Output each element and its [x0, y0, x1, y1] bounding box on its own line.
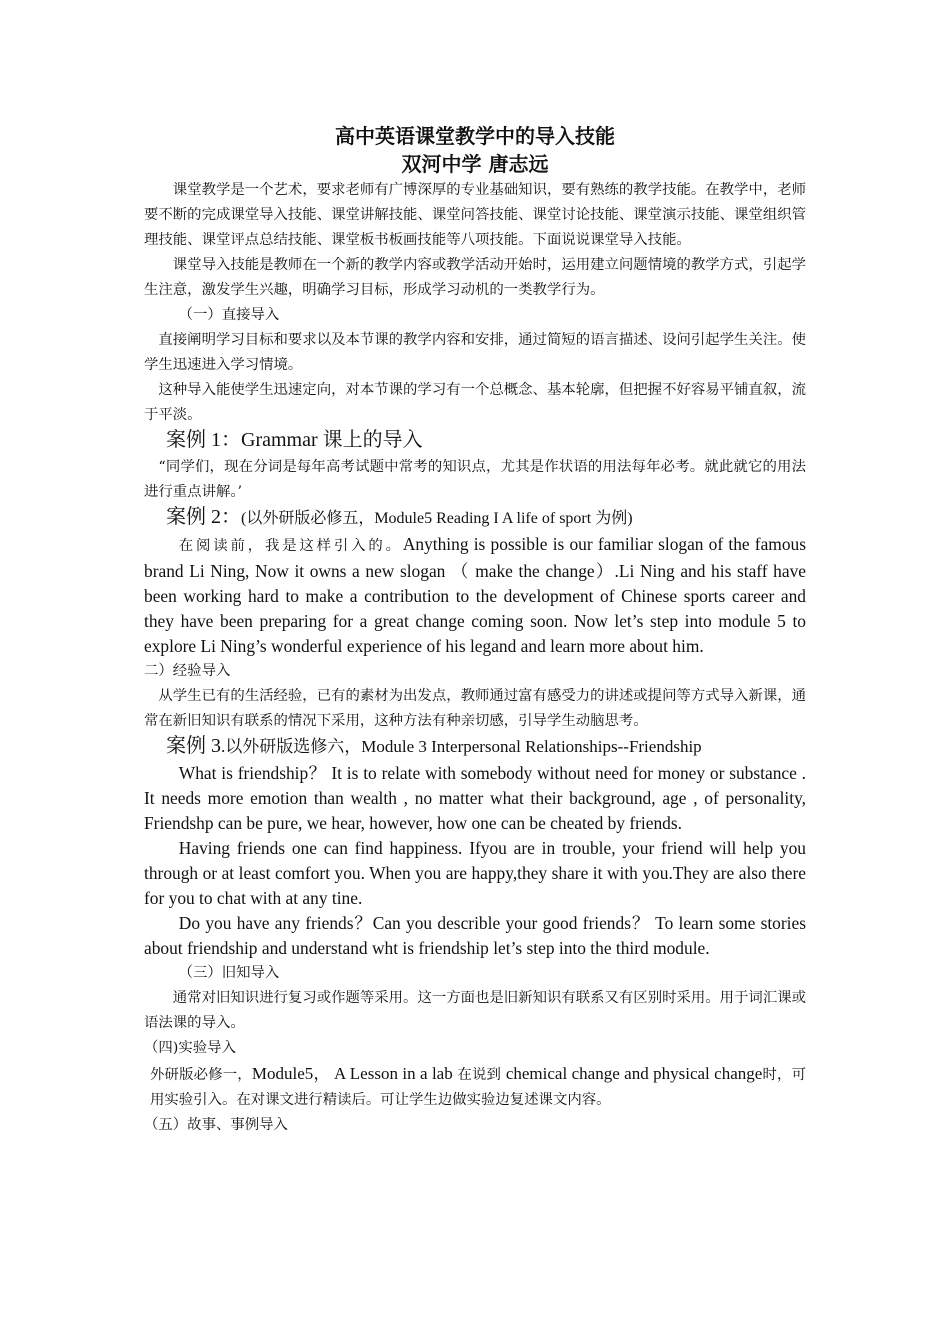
intro-paragraph-2: 课堂导入技能是教师在一个新的教学内容或教学活动开始时，运用建立问题情境的教学方式，引起学生注意，激发学生兴趣，明确学习目标，形成学习动机的一类教学行为。 [144, 257, 806, 298]
section-heading-old-knowledge: （三）旧知导入 [178, 965, 280, 981]
section4-text-c: 在说到 [457, 1067, 502, 1083]
section2-paragraph-1: 从学生已有的生活经验，已有的素材为出发点，教师通过富有感受力的讲述或提问等方式导入新课，通常在新旧知识有联系的情况下采用，这种方法有种亲切感，引导学生动脑思考。 [144, 688, 806, 729]
document-author: 双河中学 唐志远 [401, 152, 549, 176]
case3-paragraph-2: Having friends one can find happiness. Ifyou are in trouble, your friend will help you through or at least comfort you. When you are happy,they share it with you.They are also there for you to chat with at any tine. [144, 838, 806, 908]
case1-label: 案例 1： [166, 429, 241, 451]
case2-lead: 在阅读前，我是这样引入的。 [178, 538, 403, 554]
section3-paragraph-1: 通常对旧知识进行复习或作题等采用。这一方面也是旧新知识有联系又有区别时采用。用于词汇课或语法课的导入。 [144, 990, 806, 1031]
case3-paragraph-3: Do you have any friends？Can you describle your good friends？ To learn some stories about friendship and understand wht is friendship let’s step into the third module. [144, 913, 806, 958]
case3-paragraph-1: What is friendship？ It is to relate with somebody without need for money or substance . It needs more emotion than wealth , no matter what their background, age , of personality, Friendshp can be pure, we hear, however, how one can be cheated by friends. [144, 763, 806, 833]
intro-paragraph-1: 课堂教学是一个艺术，要求老师有广博深厚的专业基础知识，要有熟练的教学技能。在教学中，老师要不断的完成课堂导入技能、课堂讲解技能、课堂问答技能、课堂讨论技能、课堂演示技能、课堂组织管理技能、课堂评点总结技能、课堂板书板画技能等八项技能。下面说说课堂导入技能。 [144, 182, 806, 248]
section4-module: Module5， A Lesson in a lab [251, 1064, 453, 1083]
case2-title: (以外研版必修五，Module5 Reading I A life of sport 为例) [241, 510, 633, 527]
case2-heading [144, 505, 806, 532]
case1-title: Grammar 课上的导入 [241, 429, 423, 451]
document-page [144, 122, 806, 1138]
section-heading-story: （五）故事、事例导入 [144, 1117, 288, 1133]
section4-text-e: 时，可用实验引入。在对课文进行精读后。可让学生边做实验边复述课文内容。 [150, 1067, 806, 1108]
section4-paragraph-1 [144, 1061, 806, 1113]
case1-heading [144, 428, 806, 455]
section-heading-experiment: （四)实验导入 [144, 1040, 236, 1056]
case2-body: Anything is possible is our familiar slogan of the famous brand Li Ning, Now it owns a new slogan （ make the change）.Li Ning and his staff have been working hard to make a contribution to the development of Chinese sports career and they have been preparing for a great change coming soon. Now let’s step into module 5 to explore Li Ning’s wonderful experience of his legand and learn more about him. [144, 534, 806, 656]
section4-text-a: 外研版必修一， [150, 1067, 252, 1083]
case1-text: “同学们，现在分词是每年高考试题中常考的知识点，尤其是作状语的用法每年必考。就此就它的用法进行重点讲解。’ [144, 459, 806, 500]
case3-title: .以外研版选修六，Module 3 Interpersonal Relationships--Friendship [221, 737, 702, 756]
section-heading-experience: 二）经验导入 [144, 663, 231, 679]
section4-chemical: chemical change and physical change [505, 1064, 763, 1083]
case2-text [144, 532, 806, 659]
case3-heading [144, 734, 806, 761]
document-title: 高中英语课堂教学中的导入技能 [335, 124, 615, 148]
section1-paragraph-2: 这种导入能使学生迅速定向，对本节课的学习有一个总概念、基本轮廓，但把握不好容易平铺直叙，流于平淡。 [144, 382, 806, 423]
case2-label: 案例 2： [166, 506, 241, 528]
section1-paragraph-1: 直接阐明学习目标和要求以及本节课的教学内容和安排，通过简短的语言描述、设问引起学生关注。使学生迅速进入学习情境。 [144, 332, 806, 373]
section-heading-direct: （一）直接导入 [178, 307, 280, 323]
case3-label: 案例 3 [166, 735, 221, 757]
